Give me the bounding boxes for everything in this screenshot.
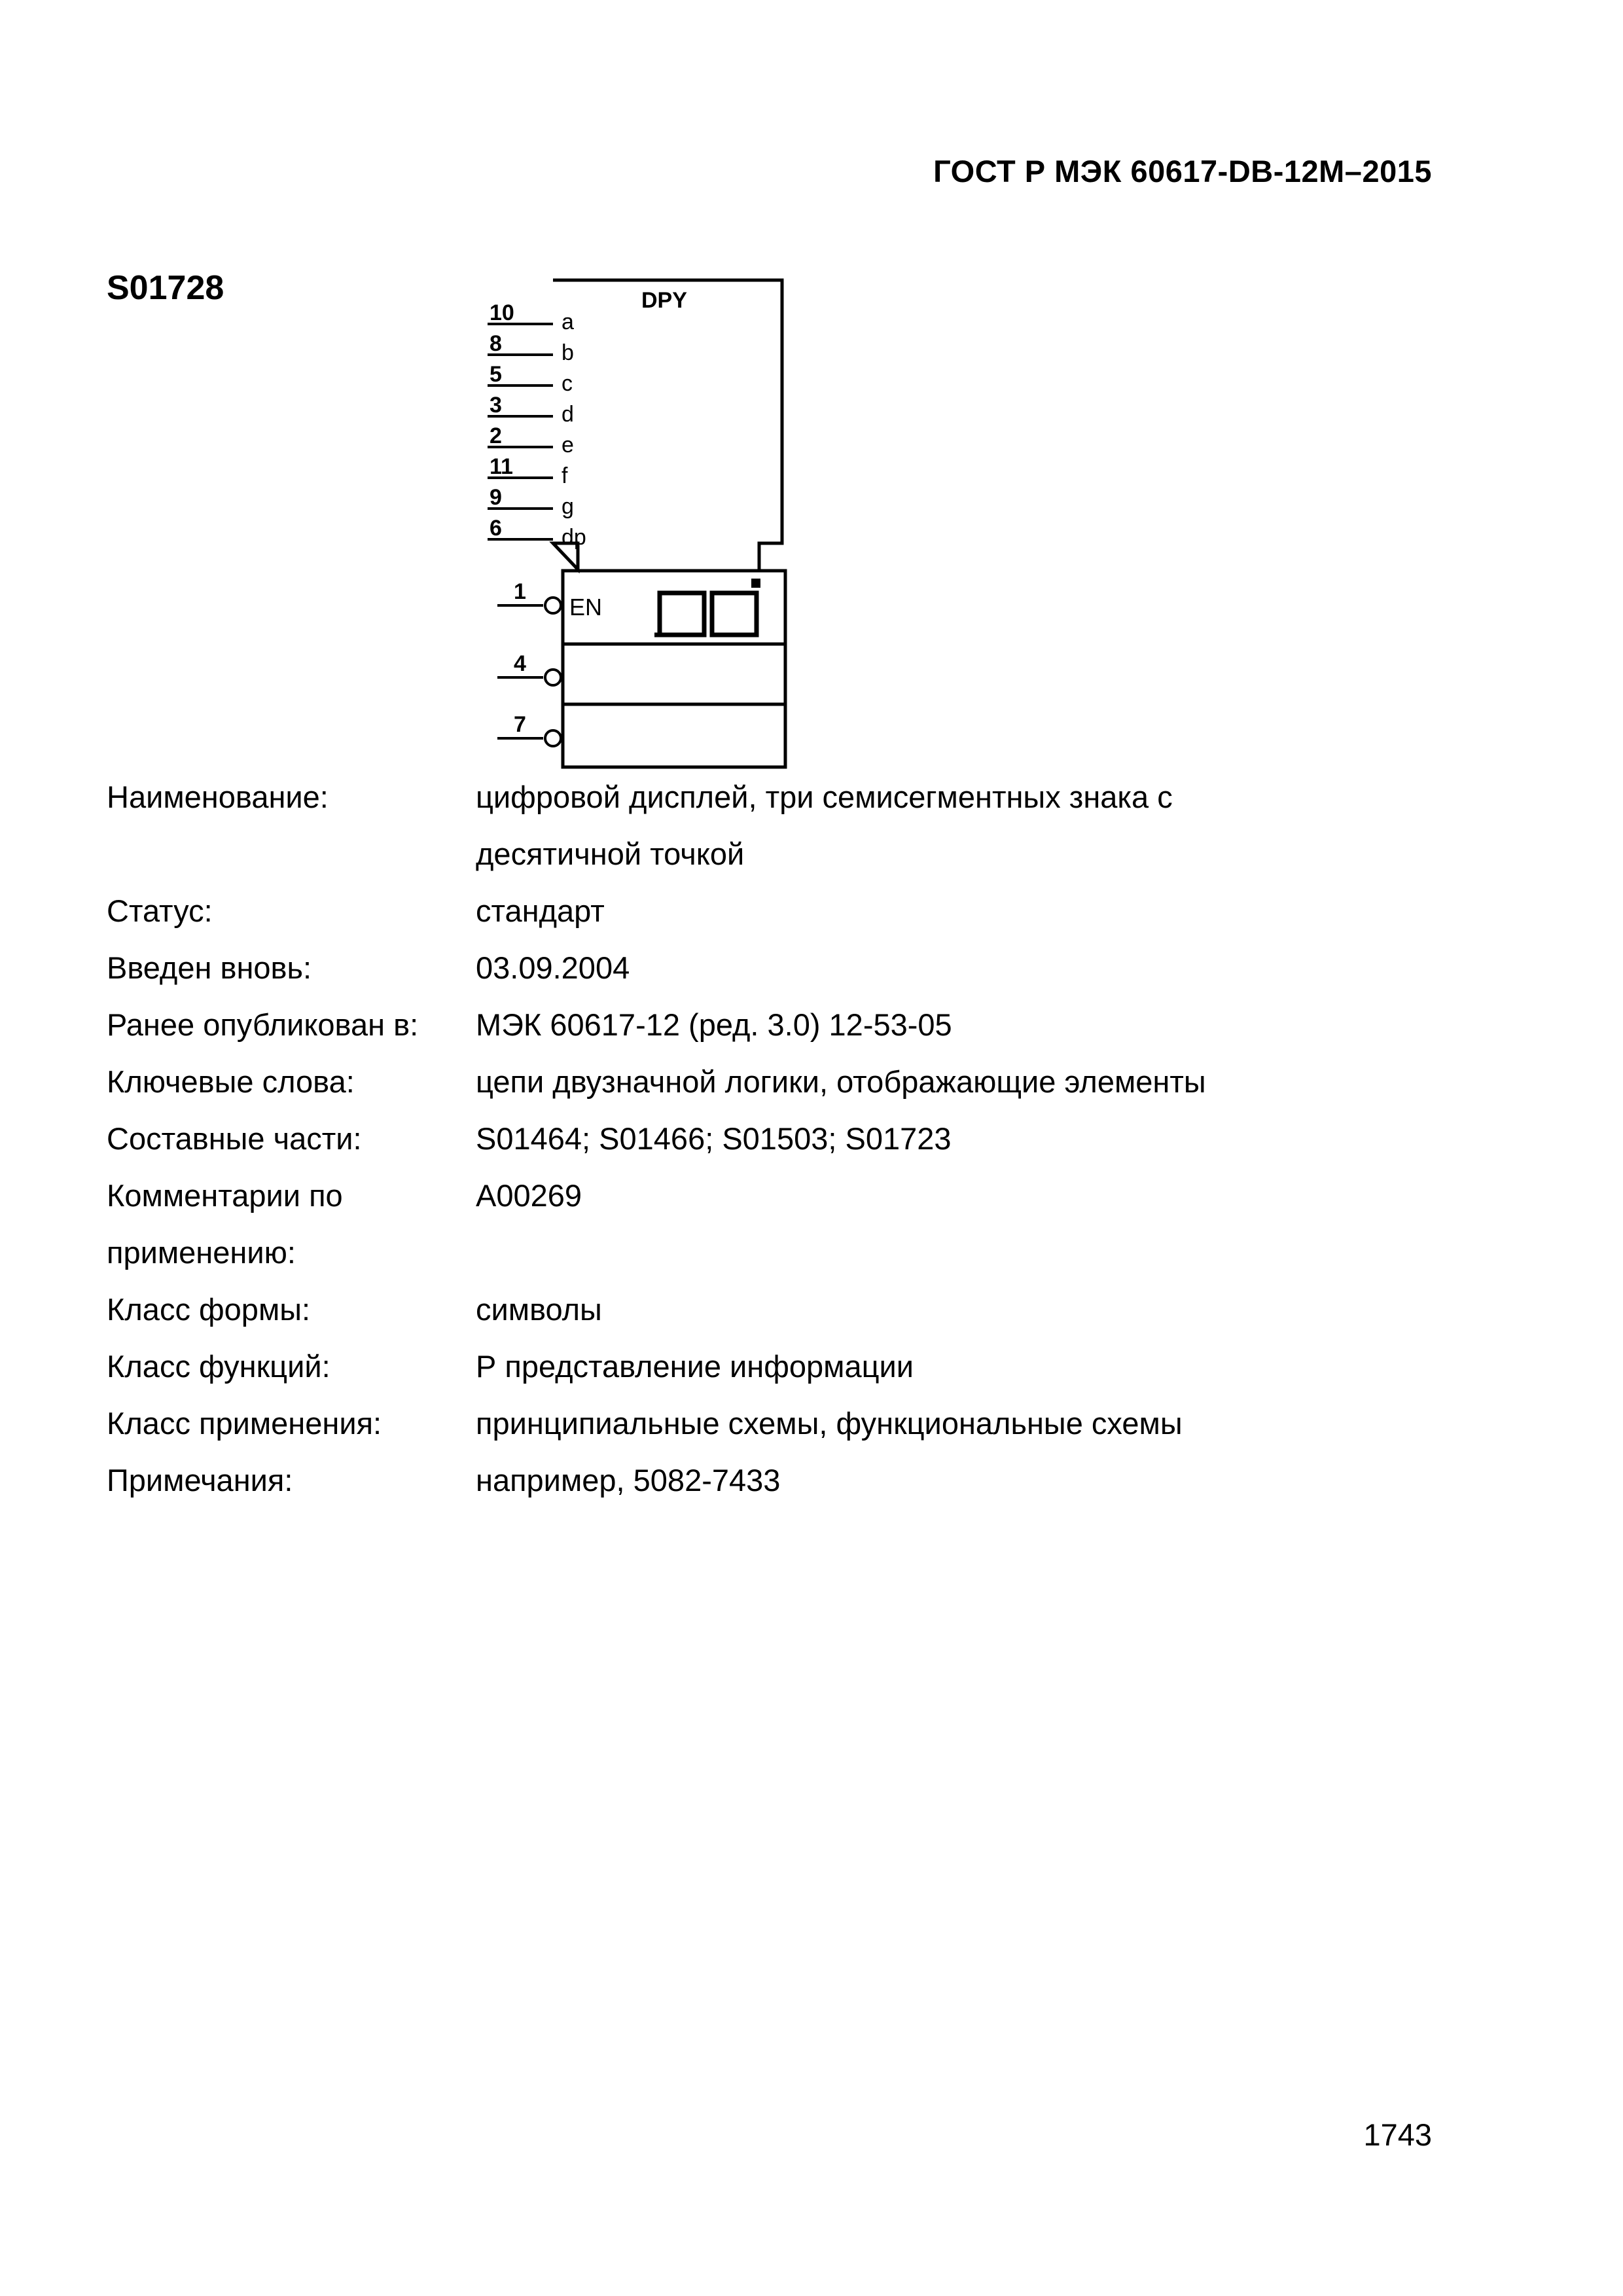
pin-number: 5 — [490, 362, 502, 387]
pin-name: dp — [562, 525, 586, 550]
pin-name: a — [562, 310, 574, 334]
pin-name: e — [562, 433, 574, 457]
pin-4-negation-circle — [545, 670, 561, 685]
dpy-block-outline — [553, 280, 782, 569]
property-row — [107, 1053, 1481, 1110]
pin-number: 10 — [490, 300, 514, 325]
property-row — [107, 1395, 1481, 1452]
property-label: Класс применения: — [107, 1406, 382, 1441]
dpy-block-label: DPY — [641, 288, 687, 313]
pin-number: 3 — [490, 393, 502, 418]
property-value: цифровой дисплей, три семисегментных знака с десятичной точкой — [476, 780, 1173, 871]
property-row — [107, 1281, 1481, 1338]
pin-name: b — [562, 340, 574, 365]
property-label: Введен вновь: — [107, 950, 312, 985]
pin-name: g — [562, 494, 574, 519]
property-row — [107, 768, 1481, 882]
property-row — [107, 996, 1481, 1053]
decimal-point-icon — [751, 579, 760, 588]
pin-name: d — [562, 402, 574, 427]
property-label: Класс функций: — [107, 1349, 330, 1384]
property-value: например, 5082-7433 — [476, 1463, 781, 1498]
pin-number: 6 — [490, 516, 502, 541]
pin-number: 9 — [490, 485, 502, 510]
property-value: цепи двузначной логики, отображающие элементы — [476, 1064, 1206, 1099]
pin-4-number: 4 — [514, 651, 526, 676]
property-value: S01464; S01466; S01503; S01723 — [476, 1121, 952, 1156]
property-label: Ключевые слова: — [107, 1064, 355, 1099]
seven-segment-icon — [654, 593, 757, 635]
pin-number: 11 — [490, 454, 513, 479]
property-row — [107, 882, 1481, 939]
property-label: Ранее опубликован в: — [107, 1007, 419, 1042]
property-value: Р представление информации — [476, 1349, 914, 1384]
property-value: 03.09.2004 — [476, 950, 630, 985]
pin-name: f — [562, 463, 568, 488]
property-value: принципиальные схемы, функциональные схемы — [476, 1406, 1183, 1441]
property-value: символы — [476, 1292, 602, 1327]
en-negation-circle — [545, 598, 561, 613]
page-number: 1743 — [1363, 2117, 1432, 2152]
property-row — [107, 1338, 1481, 1395]
property-label: Составные части: — [107, 1121, 362, 1156]
property-value: A00269 — [476, 1178, 582, 1213]
property-value: МЭК 60617-12 (ред. 3.0) 12-53-05 — [476, 1007, 952, 1042]
property-label: Комментарии по применению: — [107, 1178, 343, 1270]
pin-7-number: 7 — [514, 712, 526, 737]
pin-number: 2 — [490, 423, 502, 448]
pin-number: 8 — [490, 331, 502, 356]
en-label: EN — [569, 594, 603, 620]
property-row — [107, 1110, 1481, 1167]
properties-list — [107, 768, 1481, 1509]
symbol-code: S01728 — [107, 269, 224, 307]
property-label: Класс формы: — [107, 1292, 311, 1327]
pin-name: c — [562, 371, 573, 396]
pin-7-negation-circle — [545, 730, 561, 746]
property-value: стандарт — [476, 893, 605, 928]
property-label: Наименование: — [107, 780, 329, 814]
en-pin-number: 1 — [514, 579, 526, 604]
property-label: Примечания: — [107, 1463, 293, 1498]
property-row — [107, 939, 1481, 996]
property-label: Статус: — [107, 893, 213, 928]
property-row — [107, 1167, 1481, 1281]
standard-header: ГОСТ Р МЭК 60617-DB-12M–2015 — [933, 154, 1432, 188]
property-row — [107, 1452, 1481, 1509]
